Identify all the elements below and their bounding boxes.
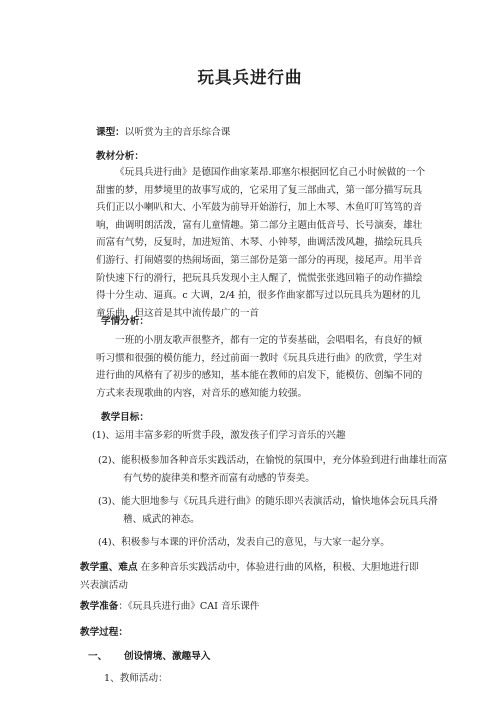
subsection-1: 1、教师活动： — [104, 673, 168, 684]
course-type-value: 以听赏为主的音乐综合课 — [124, 127, 231, 138]
material-paragraph: 《玩具兵进行曲》是德国作曲家莱昂.耶塞尔根据回忆自己小时候做的一个甜蜜的梦，用梦境里的故事写成的，它采用了复三部曲式，第一部分描写玩具兵们正以小喇叭和大、小军鼓为前导开始游行，加上木琴、木鱼叮叮笃笃的音响，曲调明朗活泼，富有儿童情趣。第二部分主题由低音号、长号演奏，雄壮而富有气势，反复时，加进短笛、木琴、小钟琴，曲调活泼风趣，描绘玩具兵们游行、打闹嬉耍的热闹场面，第三部份是第一部分的再现，接尾声。用半音阶快速下行的滑行，把玩具兵发现小主人醒了，慌慌张张逃回箱子的动作描绘得十分生动、逼真。c 大调，2/4 拍，很多作曲家都写过以玩具兵为题材的儿童乐曲，但这首是其中流传最广的一首 — [96, 167, 426, 319]
prep-line — [80, 598, 259, 616]
document-title: 玩具兵进行曲 — [197, 68, 303, 87]
section-1-number: 一、 — [88, 651, 108, 662]
key-points-paragraph — [80, 559, 428, 594]
process-heading: 教学过程： — [80, 627, 128, 638]
goal-item-1: (1)、运用丰富多彩的听赏手段，激发孩子们学习音乐的兴趣 — [92, 430, 346, 441]
prep-label: 教学准备 — [80, 601, 119, 612]
goal-item-3: (3)、能大胆地参与《玩具兵进行曲》的随乐即兴表演活动，愉快地体会玩具兵滑稽、威武的神态。 — [98, 496, 438, 525]
prep-value: ：《玩具兵进行曲》CAI 音乐课件 — [118, 601, 260, 612]
course-type-label: 课型： — [96, 127, 125, 138]
learner-paragraph: 一班的小朋友歌声很整齐，都有一定的节奏基础，会唱唱名，有良好的倾听习惯和很强的模仿能力，经过前面一教时《玩具兵进行曲》的欣赏，学生对进行曲的风格有了初步的感知，基本能在教师的启发下，能模仿、创编不同的方式来表现歌曲的内容，对音乐的感知能力较强。 — [96, 335, 423, 399]
material-heading: 教材分析： — [96, 151, 144, 162]
key-points-label: 教学重、难点 — [80, 562, 138, 573]
learner-heading: 学情分析： — [101, 316, 149, 327]
goal-item-4: (4)、积极参与本课的评价活动，发表自己的意见，与大家一起分享。 — [98, 537, 390, 548]
section-1-title: 创设情境、激趣导入 — [124, 651, 211, 662]
goal-item-2: (2)、能积极参加各种音乐实践活动，在愉悦的氛围中，充分体验到进行曲雄壮而富有气势的旋律美和整齐而富有动感的节奏美。 — [98, 455, 448, 484]
course-type-line — [96, 124, 230, 142]
key-points-value: 在多种音乐实践活动中，体验进行曲的风格，积极、大胆地进行即兴表演活动 — [80, 562, 419, 591]
goals-heading: 教学目标： — [101, 412, 149, 423]
